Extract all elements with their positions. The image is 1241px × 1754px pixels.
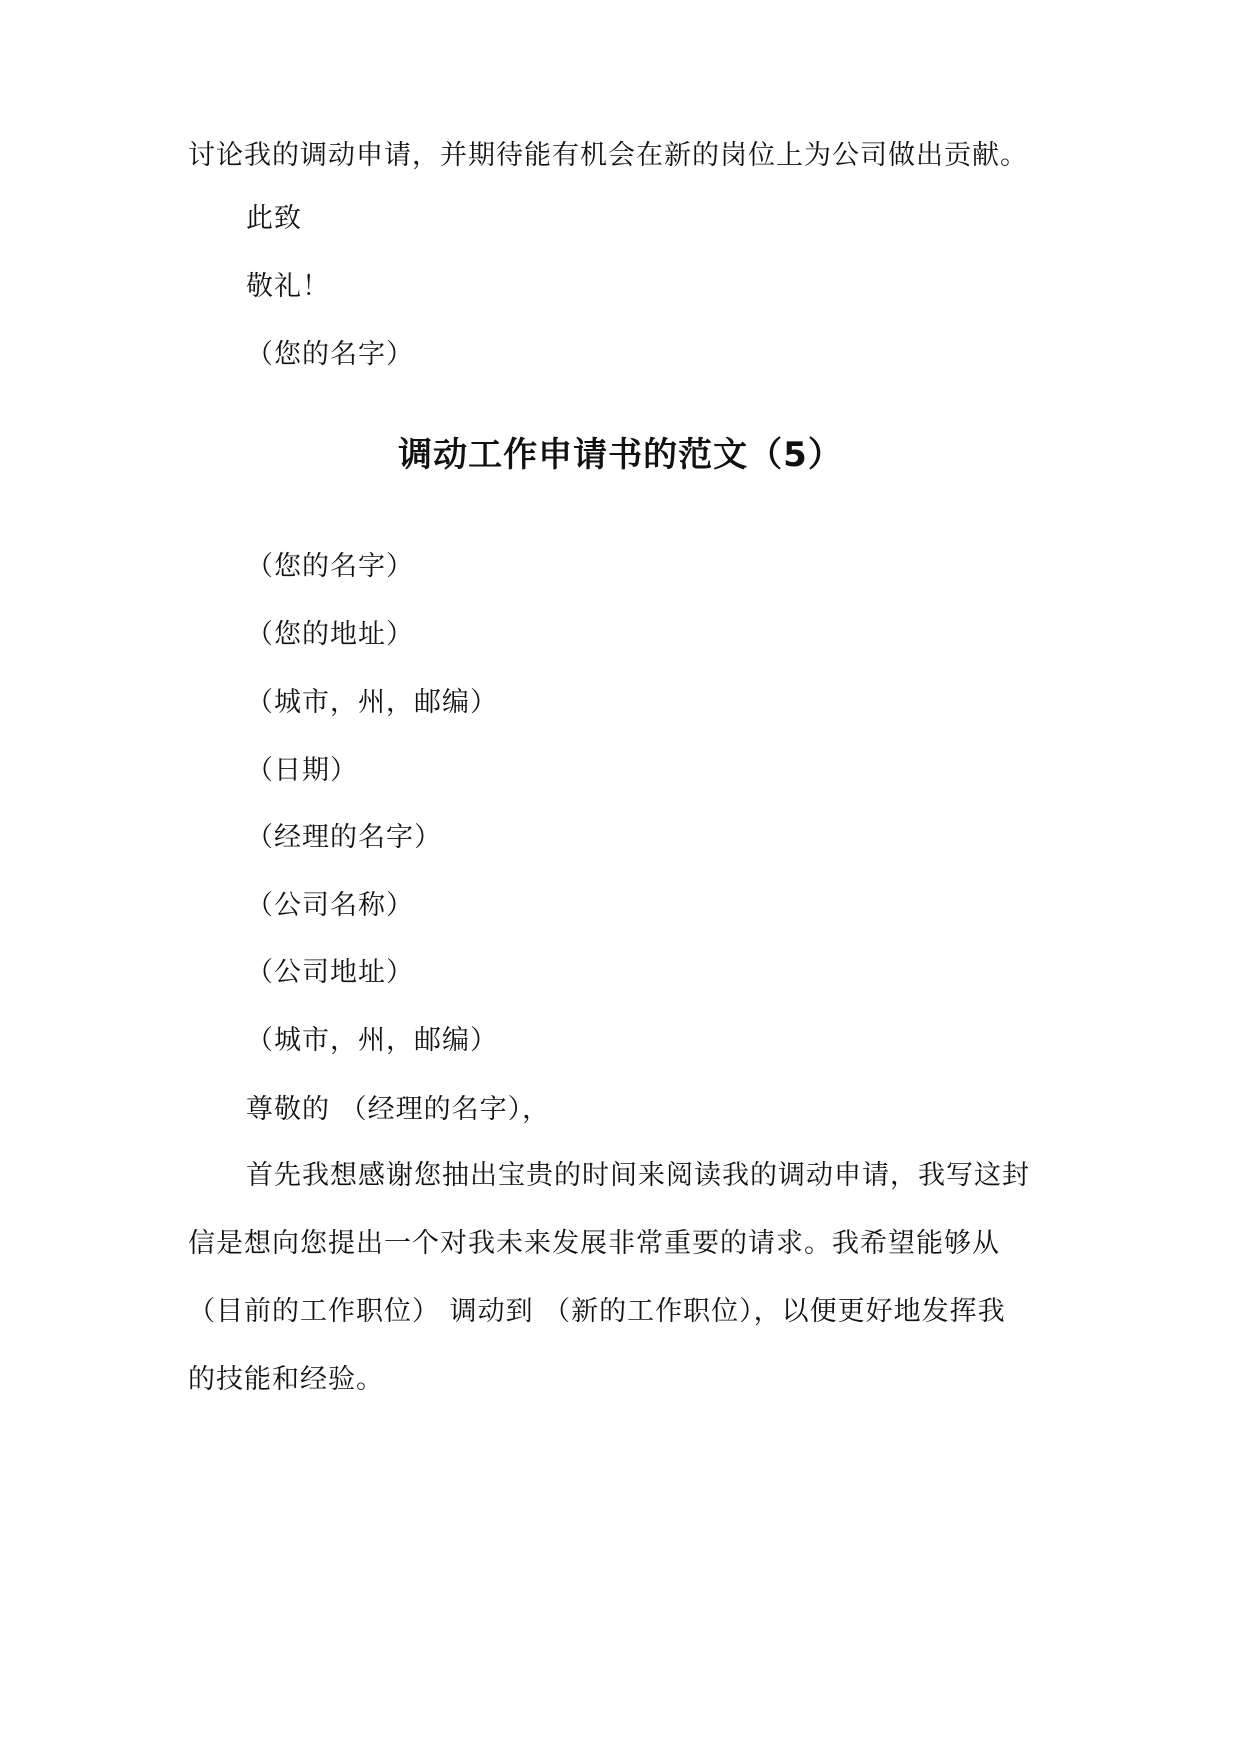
closing-line-2: 敬礼！ [246,271,330,302]
section-title: 调动工作申请书的范文（5） [398,435,843,475]
company-city: （城市，州，邮编） [246,1025,498,1056]
closing-line-1: 此致 [246,203,302,234]
sender-address: （您的地址） [246,619,414,650]
body-line-4: 的技能和经验。 [188,1364,384,1395]
sender-name: （您的名字） [246,551,414,582]
signature-line: （您的名字） [246,339,414,370]
body-line-1: 首先我想感谢您抽出宝贵的时间来阅读我的调动申请，我写这封 [246,1160,1030,1191]
company-name: （公司名称） [246,890,414,921]
paragraph-continuation: 讨论我的调动申请，并期待能有机会在新的岗位上为公司做出贡献。 [188,140,1028,171]
company-address: （公司地址） [246,957,414,988]
salutation: 尊敬的 （经理的名字）， [246,1094,551,1125]
recipient-name: （经理的名字） [246,822,442,853]
letter-date: （日期） [246,755,358,786]
sender-city: （城市，州，邮编） [246,687,498,718]
body-line-3: （目前的工作职位） 调动到 （新的工作职位），以便更好地发挥我 [188,1296,1006,1327]
body-line-2: 信是想向您提出一个对我未来发展非常重要的请求。我希望能够从 [188,1228,1000,1259]
